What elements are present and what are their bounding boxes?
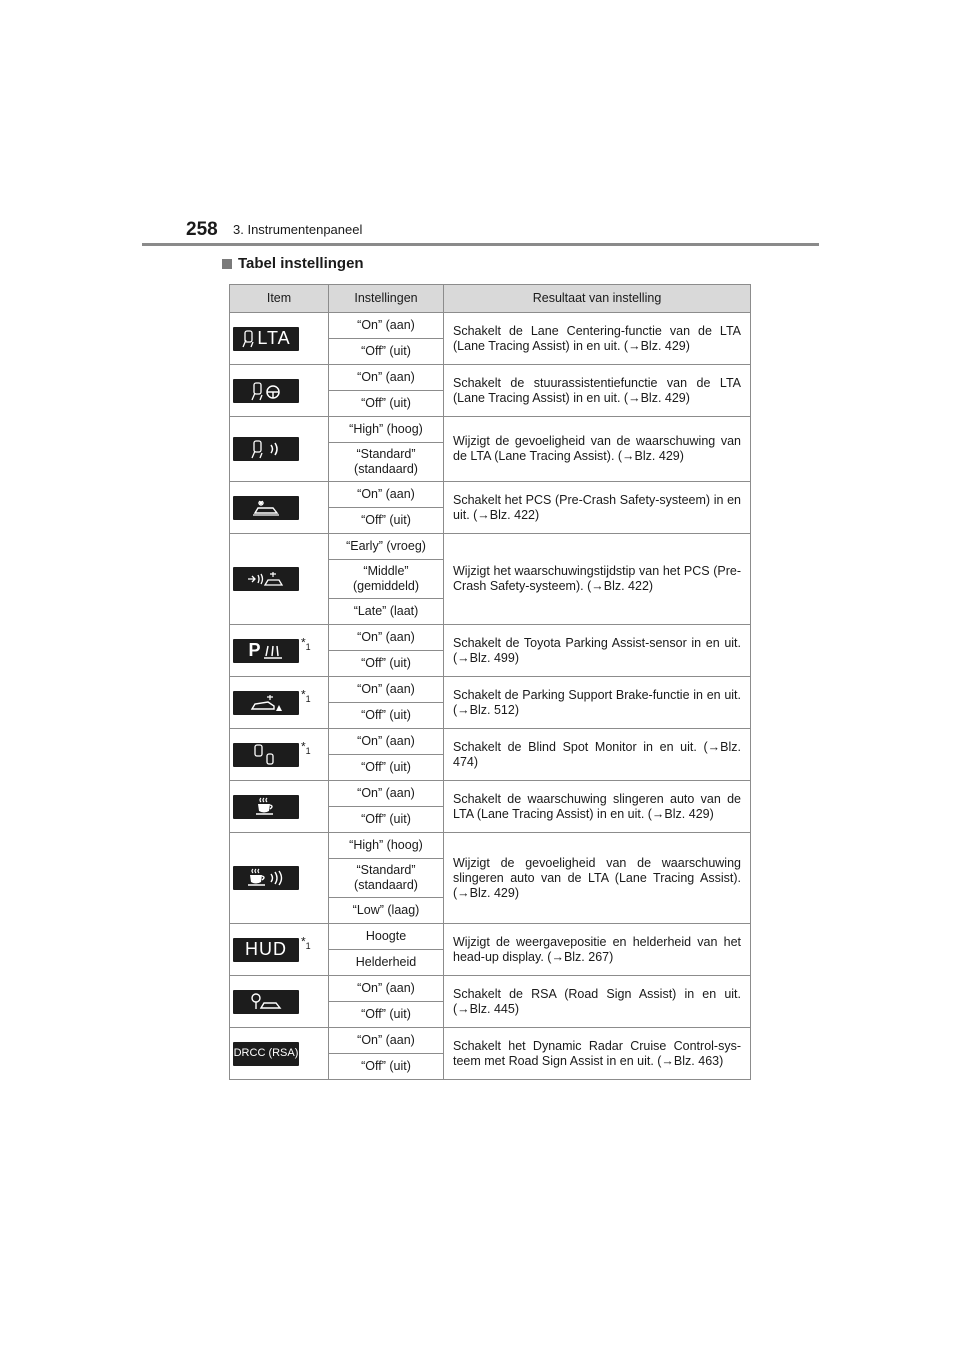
setting-option: “On” (aan) [329,781,444,807]
square-bullet-icon [222,259,232,269]
lta-sensitivity-icon [233,437,299,461]
setting-option: Hoogte [329,924,444,950]
setting-option: “Off” (uit) [329,755,444,781]
setting-option: Helderheid [329,950,444,976]
item-cell [230,677,329,729]
result-text: Wijzigt de gevoeligheid van de waarschuwing van de LTA (Lane Tracing Assist). (→Blz. 429) [444,417,751,482]
setting-option: “On” (aan) [329,625,444,651]
column-header-item: Item [230,285,329,313]
result-text: Wijzigt de gevoeligheid van de waarschuwing slingeren auto van de LTA (Lane Tracing Assist). (→Blz. 429) [444,833,751,924]
item-cell [230,729,329,781]
table-row [230,365,751,391]
setting-option: “Low” (laag) [329,898,444,924]
item-cell [230,781,329,833]
footnote-marker: $*_1$ [301,738,311,756]
item-cell [230,833,329,924]
table-row [230,976,751,1002]
setting-option: “Standard” (standaard) [329,859,444,898]
result-text: Schakelt de Parking Support Brake-functie in en uit. (→Blz. 512) [444,677,751,729]
pcs-icon [233,496,299,520]
icon-label: HUD [245,939,287,959]
rsa-icon [233,990,299,1014]
section-title: Tabel instellingen [238,255,364,272]
table-row [230,482,751,508]
icon-label: P [248,640,262,660]
result-text: Schakelt de stuurassistentiefunctie van de LTA (Lane Tracing Assist) in en uit. (→Blz. 429) [444,365,751,417]
item-cell [230,417,329,482]
table-row [230,924,751,950]
setting-option: “Off” (uit) [329,391,444,417]
setting-option: “High” (hoog) [329,833,444,859]
result-text: Schakelt de RSA (Road Sign Assist) in en uit. (→Blz. 445) [444,976,751,1028]
setting-option: “Off” (uit) [329,807,444,833]
footnote-marker: $*_1$ [301,686,311,704]
result-text: Schakelt de Lane Centering-functie van de LTA (Lane Tracing Assist) in en uit. (→Blz. 429) [444,313,751,365]
setting-option: “Off” (uit) [329,1054,444,1080]
table-row [230,833,751,859]
setting-option: “Middle” (gemiddeld) [329,560,444,599]
result-text: Schakelt het PCS (Pre-Crash Safety-systeem) in en uit. (→Blz. 422) [444,482,751,534]
setting-option: “Off” (uit) [329,703,444,729]
item-cell [230,1028,329,1080]
footnote-marker: $*_1$ [301,634,311,652]
setting-option: “On” (aan) [329,482,444,508]
header-divider [142,243,819,246]
hud-icon [233,938,299,962]
table-header-row [230,285,751,313]
steering-assist-icon [233,379,299,403]
setting-option: “On” (aan) [329,365,444,391]
table-row [230,313,751,339]
table-row [230,417,751,443]
parking-assist-icon [233,639,299,663]
chapter-title: 3. Instrumentenpaneel [233,222,363,237]
lta-icon [233,327,299,351]
icon-label: LTA [257,328,291,348]
coffee-cup-icon [233,795,299,819]
parking-brake-icon [233,691,299,715]
result-text: Wijzigt de weergavepositie en helderheid van het head-up display. (→Blz. 267) [444,924,751,976]
result-text: Wijzigt het waarschuwingstijdstip van het PCS (Pre-Crash Safety-systeem). (→Blz. 422) [444,534,751,625]
column-header-result: Resultaat van instelling [444,285,751,313]
blind-spot-icon [233,743,299,767]
item-cell [230,534,329,625]
table-row [230,677,751,703]
page-number: 258 [186,219,218,240]
setting-option: “Standard” (standaard) [329,443,444,482]
setting-option: “Off” (uit) [329,651,444,677]
result-text: Schakelt de Toyota Parking Assist-sensor in en uit. (→Blz. 499) [444,625,751,677]
pcs-timing-icon [233,567,299,591]
table-row [230,729,751,755]
item-cell [230,313,329,365]
column-header-settings: Instellingen [329,285,444,313]
drcc-rsa-icon [233,1042,299,1066]
settings-table [229,284,751,1080]
setting-option: “On” (aan) [329,1028,444,1054]
setting-option: “On” (aan) [329,313,444,339]
setting-option: “Late” (laat) [329,599,444,625]
table-row [230,625,751,651]
item-cell [230,365,329,417]
setting-option: “Off” (uit) [329,339,444,365]
table-row [230,1028,751,1054]
result-text: Schakelt het Dynamic Radar Cruise Control-sys-teem met Road Sign Assist in en uit. (→Blz. 463) [444,1028,751,1080]
result-text: Schakelt de Blind Spot Monitor in en uit. (→Blz. 474) [444,729,751,781]
setting-option: “On” (aan) [329,677,444,703]
item-cell [230,924,329,976]
item-cell [230,976,329,1028]
setting-option: “High” (hoog) [329,417,444,443]
setting-option: “On” (aan) [329,976,444,1002]
setting-option: “On” (aan) [329,729,444,755]
section-heading [222,255,364,272]
setting-option: “Off” (uit) [329,1002,444,1028]
coffee-cup-sensitivity-icon [233,866,299,890]
table-row [230,781,751,807]
setting-option: “Off” (uit) [329,508,444,534]
setting-option: “Early” (vroeg) [329,534,444,560]
footnote-marker: $*_1$ [301,933,311,951]
result-text: Schakelt de waarschuwing slingeren auto van de LTA (Lane Tracing Assist) in en uit. (→Blz. 429) [444,781,751,833]
item-cell [230,625,329,677]
item-cell [230,482,329,534]
icon-label: DRCC (RSA) [233,1047,299,1059]
table-row [230,534,751,560]
